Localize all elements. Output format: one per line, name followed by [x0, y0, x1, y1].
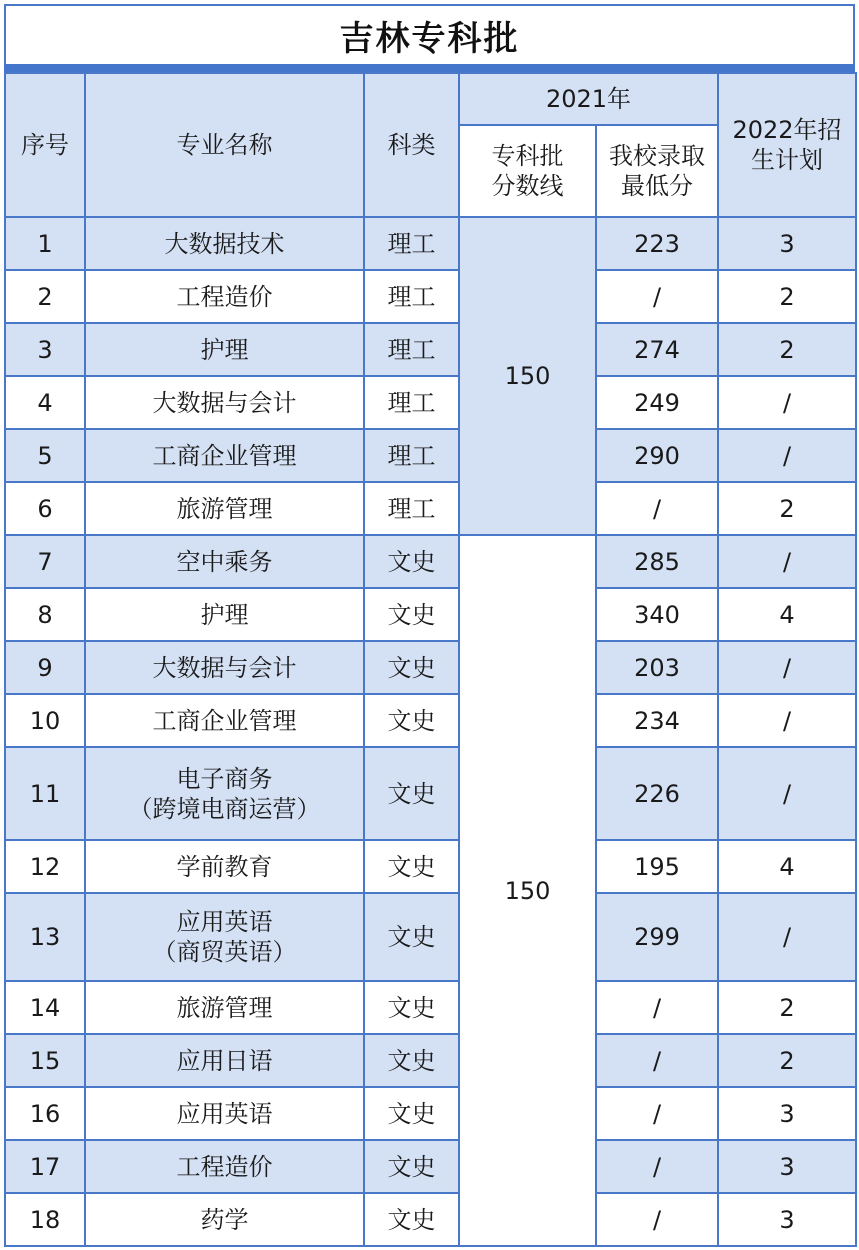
table-row — [5, 270, 856, 323]
row-plan-2022: 2 — [718, 482, 856, 535]
row-major — [85, 1034, 364, 1087]
row-major-name: 应用英语 — [176, 1099, 273, 1128]
header-min-score — [596, 125, 718, 217]
row-min-score: 223 — [596, 217, 718, 270]
table-row — [5, 1087, 856, 1140]
batch-line-science: 150 — [459, 217, 596, 535]
row-category: 文史 — [364, 840, 459, 893]
row-major-name: 护理 — [200, 600, 249, 629]
row-category: 理工 — [364, 270, 459, 323]
table-row — [5, 1140, 856, 1193]
table-row — [5, 1193, 856, 1246]
row-min-score: 274 — [596, 323, 718, 376]
header-year-2021: 2021年 — [459, 73, 718, 125]
row-seq: 3 — [5, 323, 85, 376]
row-min-score: / — [596, 1087, 718, 1140]
row-major-name: 应用英语 — [176, 908, 273, 936]
row-seq: 16 — [5, 1087, 85, 1140]
row-plan-2022: / — [718, 376, 856, 429]
row-major — [85, 535, 364, 588]
row-major — [85, 429, 364, 482]
row-plan-2022: 3 — [718, 217, 856, 270]
row-seq: 6 — [5, 482, 85, 535]
header-major: 专业名称 — [85, 73, 364, 217]
row-major — [85, 1140, 364, 1193]
row-category: 理工 — [364, 482, 459, 535]
row-min-score: 290 — [596, 429, 718, 482]
row-major — [85, 323, 364, 376]
title-divider — [4, 64, 855, 72]
row-major-name: 工商企业管理 — [152, 441, 297, 470]
table-row — [5, 429, 856, 482]
row-category: 文史 — [364, 1034, 459, 1087]
row-category: 文史 — [364, 747, 459, 840]
row-category: 文史 — [364, 641, 459, 694]
row-plan-2022: / — [718, 694, 856, 747]
page-title: 吉林专科批 — [4, 4, 855, 64]
table-row — [5, 641, 856, 694]
row-min-score: 285 — [596, 535, 718, 588]
row-plan-2022: / — [718, 893, 856, 981]
row-plan-2022: / — [718, 429, 856, 482]
row-min-score: 234 — [596, 694, 718, 747]
row-plan-2022: / — [718, 641, 856, 694]
row-category: 文史 — [364, 1140, 459, 1193]
row-major-direction: （跨境电商运营） — [128, 794, 321, 823]
row-min-score: / — [596, 1140, 718, 1193]
row-category: 理工 — [364, 376, 459, 429]
row-major — [85, 747, 364, 840]
row-plan-2022: / — [718, 535, 856, 588]
row-seq: 12 — [5, 840, 85, 893]
row-min-score: 299 — [596, 893, 718, 981]
header-plan-2022-line1: 2022年招 — [732, 116, 842, 144]
row-major — [85, 1087, 364, 1140]
row-category: 文史 — [364, 588, 459, 641]
row-major-name: 应用日语 — [176, 1046, 273, 1075]
row-min-score: / — [596, 1034, 718, 1087]
row-plan-2022: 2 — [718, 270, 856, 323]
table-row — [5, 840, 856, 893]
row-major — [85, 376, 364, 429]
row-major-name: 旅游管理 — [176, 494, 273, 523]
row-plan-2022: 4 — [718, 840, 856, 893]
row-min-score: 195 — [596, 840, 718, 893]
table-body — [5, 217, 856, 1246]
row-plan-2022: 2 — [718, 981, 856, 1034]
table-row — [5, 1034, 856, 1087]
row-category: 文史 — [364, 893, 459, 981]
header-category: 科类 — [364, 73, 459, 217]
row-major — [85, 893, 364, 981]
table-row — [5, 893, 856, 981]
row-category: 文史 — [364, 535, 459, 588]
table-row — [5, 535, 856, 588]
header-min-score-1: 我校录取 — [609, 142, 705, 170]
row-seq: 17 — [5, 1140, 85, 1193]
table-row — [5, 482, 856, 535]
row-major-name: 空中乘务 — [176, 547, 273, 576]
row-major-name: 护理 — [200, 335, 249, 364]
header-min-score-2: 最低分 — [621, 172, 693, 200]
row-category: 文史 — [364, 694, 459, 747]
row-category: 理工 — [364, 323, 459, 376]
row-major — [85, 694, 364, 747]
header-seq: 序号 — [5, 73, 85, 217]
table-row — [5, 694, 856, 747]
row-seq: 8 — [5, 588, 85, 641]
header-plan-2022 — [718, 73, 856, 217]
row-major-name: 学前教育 — [176, 852, 273, 881]
row-major — [85, 1193, 364, 1246]
row-major — [85, 840, 364, 893]
table-row — [5, 588, 856, 641]
row-min-score: / — [596, 270, 718, 323]
row-plan-2022: 3 — [718, 1087, 856, 1140]
row-seq: 10 — [5, 694, 85, 747]
table-row — [5, 747, 856, 840]
header-batch-line-2: 分数线 — [491, 172, 564, 200]
row-seq: 15 — [5, 1034, 85, 1087]
row-major — [85, 217, 364, 270]
row-plan-2022: 2 — [718, 1034, 856, 1087]
row-plan-2022: / — [718, 747, 856, 840]
row-min-score: / — [596, 981, 718, 1034]
row-seq: 14 — [5, 981, 85, 1034]
row-category: 理工 — [364, 429, 459, 482]
row-seq: 1 — [5, 217, 85, 270]
row-major — [85, 482, 364, 535]
row-major-name: 电子商务 — [176, 764, 273, 793]
row-seq: 5 — [5, 429, 85, 482]
row-category: 理工 — [364, 217, 459, 270]
row-category: 文史 — [364, 981, 459, 1034]
table-row — [5, 981, 856, 1034]
row-seq: 13 — [5, 893, 85, 981]
row-plan-2022: 2 — [718, 323, 856, 376]
row-min-score: / — [596, 1193, 718, 1246]
row-major — [85, 981, 364, 1034]
batch-line-arts: 150 — [459, 535, 596, 1246]
row-seq: 18 — [5, 1193, 85, 1246]
header-plan-2022-line2: 生计划 — [751, 146, 824, 174]
row-major-name: 药学 — [200, 1205, 249, 1234]
header-batch-line-1: 专科批 — [491, 142, 564, 170]
row-major-name: 工程造价 — [176, 1152, 273, 1181]
row-seq: 11 — [5, 747, 85, 840]
row-major-name: 大数据与会计 — [152, 388, 297, 417]
row-min-score: 249 — [596, 376, 718, 429]
row-seq: 2 — [5, 270, 85, 323]
row-min-score: 340 — [596, 588, 718, 641]
row-plan-2022: 3 — [718, 1140, 856, 1193]
row-major-direction: （商贸英语） — [152, 938, 297, 966]
row-seq: 9 — [5, 641, 85, 694]
row-major-name: 大数据与会计 — [152, 653, 297, 682]
row-seq: 4 — [5, 376, 85, 429]
table-row — [5, 323, 856, 376]
row-major-name: 大数据技术 — [164, 229, 285, 258]
row-major — [85, 270, 364, 323]
table-row — [5, 376, 856, 429]
table-row — [5, 217, 856, 270]
row-major-name: 旅游管理 — [176, 993, 273, 1022]
row-seq: 7 — [5, 535, 85, 588]
row-category: 文史 — [364, 1193, 459, 1246]
row-plan-2022: 3 — [718, 1193, 856, 1246]
row-plan-2022: 4 — [718, 588, 856, 641]
admission-table — [4, 72, 857, 1247]
row-min-score: 203 — [596, 641, 718, 694]
row-major-name: 工程造价 — [176, 282, 273, 311]
row-major-name: 工商企业管理 — [152, 706, 297, 735]
header-batch-line — [459, 125, 596, 217]
row-category: 文史 — [364, 1087, 459, 1140]
row-major — [85, 641, 364, 694]
row-major — [85, 588, 364, 641]
row-min-score: / — [596, 482, 718, 535]
row-min-score: 226 — [596, 747, 718, 840]
